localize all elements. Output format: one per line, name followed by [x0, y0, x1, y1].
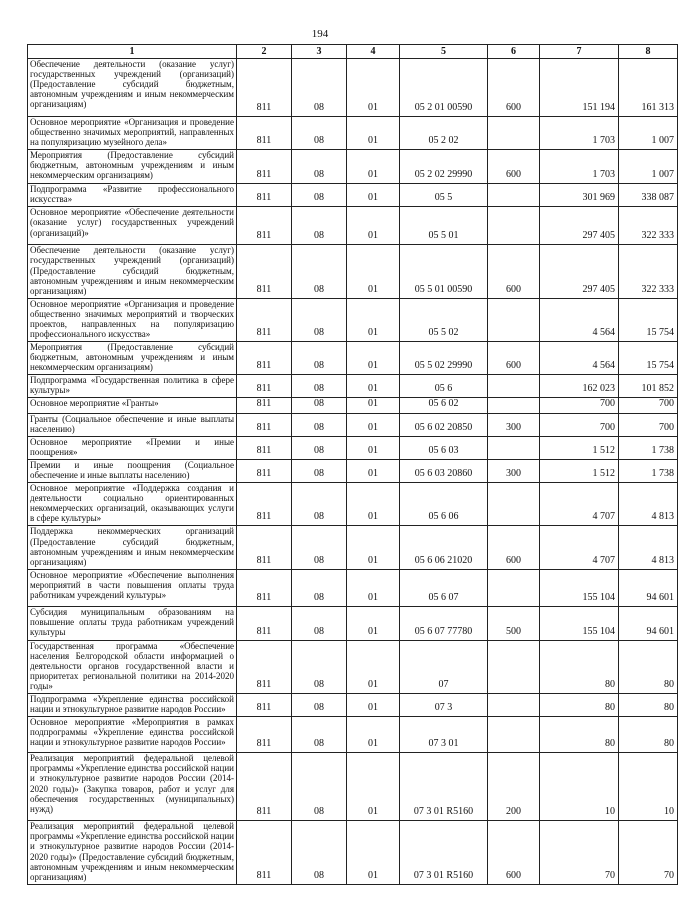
row-name-cell: Премии и иные поощрения (Социальное обеспечение и иные выплаты населению)	[28, 459, 237, 482]
row-name-cell: Реализация мероприятий федеральной целевой программы «Укрепление единства российской нации и этнокультурное развитие народов России (2014-2020 годы)» (Предоставление субсидий бюджетным, автономным учреждениям и иным некоммерческим организациям)	[28, 821, 237, 884]
row-cell-c7: 80	[540, 694, 619, 717]
row-cell-c3: 08	[292, 569, 347, 606]
row-name-cell: Государственная программа «Обеспечение населения Белгородской области информацией о деятельности органов государственной власти и приоритетах региональной политики на 2014-2020 годы»	[28, 640, 237, 693]
row-cell-c6: 600	[488, 821, 540, 884]
col-header: 5	[400, 45, 488, 59]
row-cell-c5: 05 2 02	[400, 117, 488, 150]
row-cell-c6: 600	[488, 342, 540, 375]
row-cell-c2: 811	[237, 375, 292, 398]
row-cell-c2: 811	[237, 298, 292, 341]
row-name-cell: Гранты (Социальное обеспечение и иные выплаты населению)	[28, 413, 237, 436]
row-cell-c5: 05 6 07 77780	[400, 606, 488, 640]
row-cell-c3: 08	[292, 717, 347, 753]
table-row	[28, 436, 678, 459]
row-cell-c7: 1 703	[540, 150, 619, 184]
row-cell-c8: 70	[619, 821, 678, 884]
row-cell-c6: 600	[488, 245, 540, 298]
row-cell-c3: 08	[292, 184, 347, 207]
row-cell-c2: 811	[237, 59, 292, 117]
row-cell-c7: 4 707	[540, 526, 619, 569]
row-cell-c8: 1 738	[619, 436, 678, 459]
row-cell-c7: 155 104	[540, 569, 619, 606]
row-cell-c6	[488, 436, 540, 459]
table-row	[28, 717, 678, 753]
row-cell-c7: 700	[540, 413, 619, 436]
row-cell-c8: 322 333	[619, 245, 678, 298]
row-cell-c8: 4 813	[619, 526, 678, 569]
row-cell-c8: 1 738	[619, 459, 678, 482]
row-cell-c7: 297 405	[540, 207, 619, 245]
row-cell-c2: 811	[237, 398, 292, 413]
row-name-cell: Основное мероприятие «Мероприятия в рамках подпрограммы «Укрепление единства российской нации и этнокультурное развитие народов России»	[28, 717, 237, 753]
row-cell-c3: 08	[292, 753, 347, 821]
row-cell-c7: 297 405	[540, 245, 619, 298]
row-cell-c5: 07 3 01	[400, 717, 488, 753]
row-cell-c6: 300	[488, 459, 540, 482]
row-cell-c4: 01	[347, 375, 400, 398]
row-cell-c8: 94 601	[619, 569, 678, 606]
row-cell-c2: 811	[237, 184, 292, 207]
row-cell-c3: 08	[292, 298, 347, 341]
row-cell-c6	[488, 298, 540, 341]
row-cell-c3: 08	[292, 821, 347, 884]
row-cell-c5: 05 6 02	[400, 398, 488, 413]
row-cell-c7: 80	[540, 640, 619, 693]
row-cell-c4: 01	[347, 342, 400, 375]
table-row	[28, 398, 678, 413]
table-row	[28, 342, 678, 375]
row-cell-c4: 01	[347, 117, 400, 150]
row-cell-c5: 07 3	[400, 694, 488, 717]
row-cell-c7: 1 512	[540, 436, 619, 459]
row-cell-c3: 08	[292, 640, 347, 693]
row-cell-c2: 811	[237, 717, 292, 753]
row-name-cell: Мероприятия (Предоставление субсидий бюджетным, автономным учреждениям и иным некоммерческим организациям)	[28, 342, 237, 375]
budget-table	[27, 44, 678, 885]
row-cell-c5: 05 5	[400, 184, 488, 207]
row-name-cell: Мероприятия (Предоставление субсидий бюджетным, автономным учреждениям и иным некоммерческим организациям)	[28, 150, 237, 184]
row-cell-c8: 80	[619, 640, 678, 693]
row-cell-c3: 08	[292, 59, 347, 117]
row-cell-c6: 600	[488, 526, 540, 569]
table-row	[28, 821, 678, 884]
row-cell-c8: 101 852	[619, 375, 678, 398]
row-cell-c8: 322 333	[619, 207, 678, 245]
row-name-cell: Подпрограмма «Развитие профессионального искусства»	[28, 184, 237, 207]
row-cell-c2: 811	[237, 526, 292, 569]
row-cell-c3: 08	[292, 436, 347, 459]
row-cell-c5: 05 6	[400, 375, 488, 398]
row-cell-c4: 01	[347, 821, 400, 884]
row-cell-c7: 1 703	[540, 117, 619, 150]
row-cell-c4: 01	[347, 150, 400, 184]
row-cell-c8: 15 754	[619, 342, 678, 375]
row-cell-c8: 15 754	[619, 298, 678, 341]
col-header: 1	[28, 45, 237, 59]
row-name-cell: Основное мероприятие «Обеспечение выполнения мероприятий в части повышения оплаты труда работникам учреждений культуры»	[28, 569, 237, 606]
row-cell-c8: 4 813	[619, 483, 678, 526]
row-cell-c5: 07 3 01 R5160	[400, 821, 488, 884]
row-cell-c3: 08	[292, 413, 347, 436]
row-name-cell: Основное мероприятие «Поддержка создания и деятельности социально ориентированных некоммерческих организаций, оказывающих услуги в сфере культуры»	[28, 483, 237, 526]
row-cell-c8: 1 007	[619, 150, 678, 184]
col-header: 4	[347, 45, 400, 59]
row-name-cell: Основное мероприятие «Премии и иные поощрения»	[28, 436, 237, 459]
row-cell-c4: 01	[347, 753, 400, 821]
row-cell-c6	[488, 694, 540, 717]
header-row	[28, 45, 678, 59]
table-row	[28, 150, 678, 184]
row-cell-c4: 01	[347, 245, 400, 298]
row-cell-c6	[488, 569, 540, 606]
row-cell-c2: 811	[237, 459, 292, 482]
row-cell-c2: 811	[237, 342, 292, 375]
row-name-cell: Основное мероприятие «Организация и проведение общественно значимых мероприятий и творческих проектов, направленных на популяризацию профессионального искусства»	[28, 298, 237, 341]
row-cell-c2: 811	[237, 694, 292, 717]
row-cell-c7: 4 564	[540, 342, 619, 375]
row-cell-c2: 811	[237, 640, 292, 693]
row-cell-c7: 162 023	[540, 375, 619, 398]
row-cell-c2: 811	[237, 483, 292, 526]
row-cell-c6	[488, 117, 540, 150]
row-cell-c7: 700	[540, 398, 619, 413]
table-row	[28, 694, 678, 717]
row-cell-c6	[488, 207, 540, 245]
table-row	[28, 569, 678, 606]
table-row	[28, 245, 678, 298]
row-cell-c5: 05 2 02 29990	[400, 150, 488, 184]
col-header: 3	[292, 45, 347, 59]
row-cell-c8: 700	[619, 398, 678, 413]
row-cell-c4: 01	[347, 694, 400, 717]
row-cell-c5: 07 3 01 R5160	[400, 753, 488, 821]
row-cell-c8: 10	[619, 753, 678, 821]
row-cell-c5: 05 5 02	[400, 298, 488, 341]
row-cell-c4: 01	[347, 207, 400, 245]
row-cell-c5: 05 6 03 20860	[400, 459, 488, 482]
row-cell-c7: 155 104	[540, 606, 619, 640]
row-cell-c8: 1 007	[619, 117, 678, 150]
row-cell-c4: 01	[347, 606, 400, 640]
row-cell-c2: 811	[237, 569, 292, 606]
row-cell-c6: 600	[488, 59, 540, 117]
row-name-cell: Подпрограмма «Укрепление единства российской нации и этнокультурное развитие народов России»	[28, 694, 237, 717]
row-cell-c5: 05 6 06	[400, 483, 488, 526]
row-cell-c3: 08	[292, 483, 347, 526]
row-name-cell: Основное мероприятие «Обеспечение деятельности (оказание услуг) государственных учреждений (организаций)»	[28, 207, 237, 245]
table-body	[28, 59, 678, 885]
row-cell-c3: 08	[292, 207, 347, 245]
row-cell-c5: 05 2 01 00590	[400, 59, 488, 117]
row-cell-c2: 811	[237, 207, 292, 245]
row-cell-c2: 811	[237, 150, 292, 184]
row-cell-c6	[488, 483, 540, 526]
row-cell-c2: 811	[237, 413, 292, 436]
col-header: 6	[488, 45, 540, 59]
row-cell-c8: 80	[619, 717, 678, 753]
row-cell-c6	[488, 184, 540, 207]
row-cell-c6: 300	[488, 413, 540, 436]
table-row	[28, 375, 678, 398]
row-cell-c7: 4 707	[540, 483, 619, 526]
row-cell-c3: 08	[292, 245, 347, 298]
row-cell-c6: 500	[488, 606, 540, 640]
row-cell-c2: 811	[237, 606, 292, 640]
row-cell-c8: 80	[619, 694, 678, 717]
table-row	[28, 59, 678, 117]
row-cell-c3: 08	[292, 606, 347, 640]
row-cell-c4: 01	[347, 436, 400, 459]
row-cell-c8: 161 313	[619, 59, 678, 117]
table-row	[28, 184, 678, 207]
row-cell-c2: 811	[237, 753, 292, 821]
table-row	[28, 117, 678, 150]
row-cell-c4: 01	[347, 59, 400, 117]
row-cell-c8: 700	[619, 413, 678, 436]
row-cell-c3: 08	[292, 150, 347, 184]
row-name-cell: Реализация мероприятий федеральной целевой программы «Укрепление единства российской нации и этнокультурное развитие народов России (2014-2020 годы)» (Закупка товаров, работ и услуг для обеспечения государственных (муниципальных) нужд)	[28, 753, 237, 821]
table-row	[28, 207, 678, 245]
table-row	[28, 459, 678, 482]
row-cell-c4: 01	[347, 298, 400, 341]
row-cell-c6	[488, 375, 540, 398]
col-header: 2	[237, 45, 292, 59]
row-cell-c4: 01	[347, 483, 400, 526]
row-cell-c3: 08	[292, 526, 347, 569]
col-header: 7	[540, 45, 619, 59]
row-cell-c7: 301 969	[540, 184, 619, 207]
page-number: 194	[311, 28, 329, 40]
row-name-cell: Обеспечение деятельности (оказание услуг) государственных учреждений (организаций) (Предоставление субсидий бюджетным, автономным учреждениям и иным некоммерческим организациям)	[28, 59, 237, 117]
row-cell-c5: 05 5 01 00590	[400, 245, 488, 298]
row-cell-c7: 80	[540, 717, 619, 753]
row-cell-c3: 08	[292, 342, 347, 375]
table-row	[28, 606, 678, 640]
row-cell-c4: 01	[347, 459, 400, 482]
row-cell-c3: 08	[292, 117, 347, 150]
row-cell-c6	[488, 640, 540, 693]
row-cell-c7: 1 512	[540, 459, 619, 482]
row-cell-c5: 07	[400, 640, 488, 693]
row-cell-c7: 151 194	[540, 59, 619, 117]
row-cell-c6	[488, 398, 540, 413]
row-cell-c5: 05 6 07	[400, 569, 488, 606]
row-cell-c4: 01	[347, 413, 400, 436]
row-cell-c2: 811	[237, 821, 292, 884]
row-cell-c4: 01	[347, 526, 400, 569]
row-cell-c7: 70	[540, 821, 619, 884]
row-cell-c4: 01	[347, 398, 400, 413]
row-cell-c2: 811	[237, 245, 292, 298]
row-cell-c5: 05 5 01	[400, 207, 488, 245]
row-cell-c6: 600	[488, 150, 540, 184]
row-name-cell: Поддержка некоммерческих организаций (Предоставление субсидий бюджетным, автономным учреждениям и иным некоммерческим организациям)	[28, 526, 237, 569]
row-cell-c8: 338 087	[619, 184, 678, 207]
row-name-cell: Обеспечение деятельности (оказание услуг) государственных учреждений (организаций) (Предоставление субсидий бюджетным, автономным учреждениям и иным некоммерческим организациям)	[28, 245, 237, 298]
row-cell-c4: 01	[347, 640, 400, 693]
table-row	[28, 413, 678, 436]
table-row	[28, 640, 678, 693]
table-row	[28, 483, 678, 526]
row-cell-c3: 08	[292, 459, 347, 482]
col-header: 8	[619, 45, 678, 59]
row-cell-c5: 05 5 02 29990	[400, 342, 488, 375]
row-cell-c8: 94 601	[619, 606, 678, 640]
row-cell-c3: 08	[292, 375, 347, 398]
table-row	[28, 753, 678, 821]
row-cell-c4: 01	[347, 184, 400, 207]
row-name-cell: Подпрограмма «Государственная политика в сфере культуры»	[28, 375, 237, 398]
row-cell-c5: 05 6 03	[400, 436, 488, 459]
row-cell-c6: 200	[488, 753, 540, 821]
row-cell-c6	[488, 717, 540, 753]
row-cell-c5: 05 6 02 20850	[400, 413, 488, 436]
row-name-cell: Основное мероприятие «Гранты»	[28, 398, 237, 413]
row-name-cell: Основное мероприятие «Организация и проведение общественно значимых мероприятий, направленных на популяризацию музейного дела»	[28, 117, 237, 150]
row-cell-c4: 01	[347, 717, 400, 753]
row-cell-c3: 08	[292, 398, 347, 413]
row-cell-c2: 811	[237, 436, 292, 459]
row-cell-c5: 05 6 06 21020	[400, 526, 488, 569]
row-cell-c3: 08	[292, 694, 347, 717]
table-row	[28, 298, 678, 341]
row-cell-c4: 01	[347, 569, 400, 606]
row-cell-c7: 4 564	[540, 298, 619, 341]
row-name-cell: Субсидия муниципальным образованиям на повышение оплаты труда работникам учреждений культуры	[28, 606, 237, 640]
table-row	[28, 526, 678, 569]
row-cell-c7: 10	[540, 753, 619, 821]
row-cell-c2: 811	[237, 117, 292, 150]
